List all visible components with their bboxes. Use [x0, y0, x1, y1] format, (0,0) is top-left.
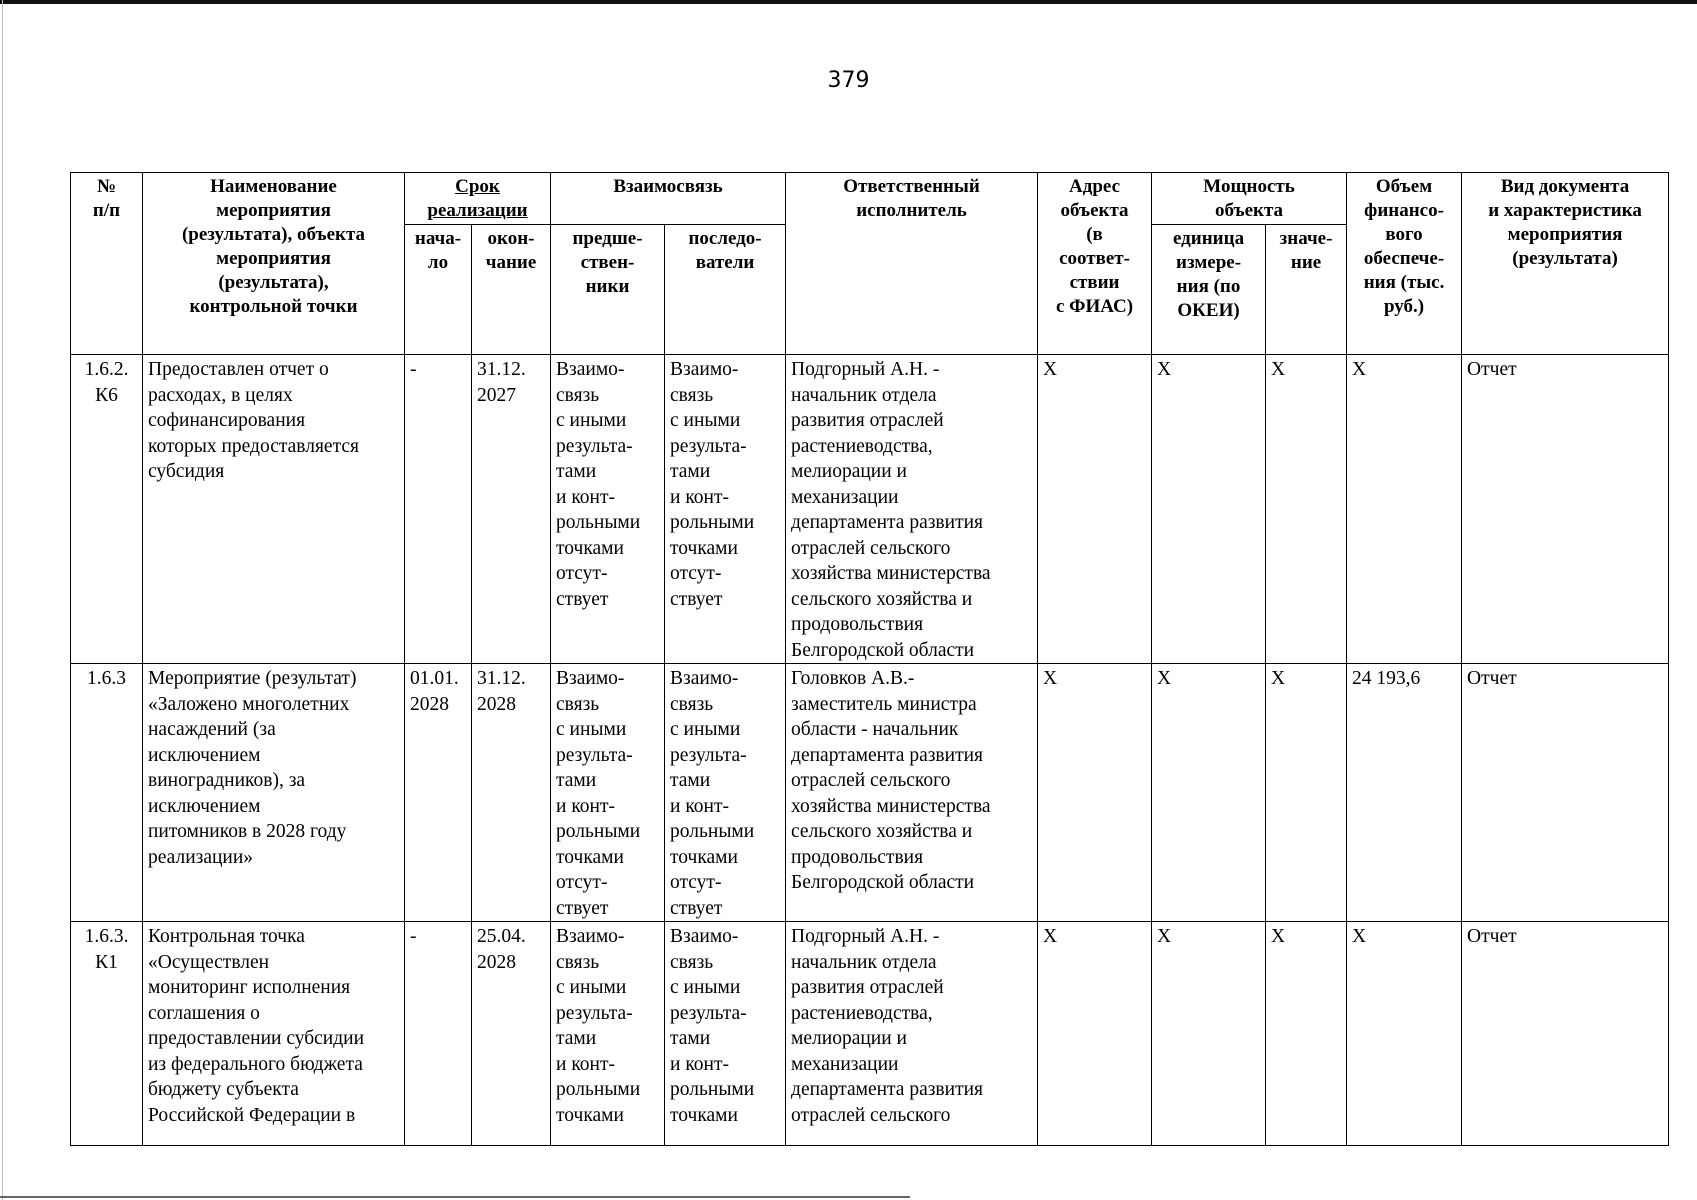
cell-address: X — [1038, 664, 1152, 922]
cell-start: - — [405, 922, 472, 1146]
header-address: Адрес объекта (в соответ- ствии с ФИАС) — [1038, 173, 1152, 355]
header-term-label: Срок реализации — [427, 176, 528, 221]
cell-name: Мероприятие (результат) «Заложено многолетних насаждений (за исключением виноградников), за исключением питомников в 2028 году реализации» — [143, 664, 405, 922]
page-number: 379 — [827, 68, 870, 93]
cell-address: X — [1038, 355, 1152, 664]
cell-doc: Отчет — [1462, 922, 1669, 1146]
cell-name: Контрольная точка «Осуществлен мониторинг исполнения соглашения о предоставлении субсидии из федерального бюджета бюджету субъекта Российской Федерации в — [143, 922, 405, 1146]
cell-num: 1.6.2. К6 — [71, 355, 143, 664]
cell-unit: X — [1152, 664, 1266, 922]
header-capacity-unit: единица измере- ния (по ОКЕИ) — [1152, 225, 1266, 355]
table-row — [71, 355, 1669, 664]
header-term — [405, 173, 551, 225]
cell-prev: Взаимо- связь с иными результа- тами и конт- рольными точками — [551, 922, 665, 1146]
cell-name: Предоставлен отчет о расходах, в целях софинансирования которых предоставляется субсидия — [143, 355, 405, 664]
cell-end: 31.12. 2027 — [472, 355, 551, 664]
cell-value: X — [1266, 355, 1347, 664]
header-capacity-value: значе- ние — [1266, 225, 1347, 355]
cell-num: 1.6.3. К1 — [71, 922, 143, 1146]
cell-value: X — [1266, 664, 1347, 922]
header-funding: Объем финансо- вого обеспече- ния (тыс. руб.) — [1347, 173, 1462, 355]
top-edge-rule — [0, 0, 1697, 4]
cell-funding: X — [1347, 355, 1462, 664]
cell-executor: Подгорный А.Н. - начальник отдела развития отраслей растениеводства, мелиорации и механизации департамента развития отраслей сельского — [786, 922, 1038, 1146]
cell-funding: X — [1347, 922, 1462, 1146]
cell-value: X — [1266, 922, 1347, 1146]
header-num: № п/п — [71, 173, 143, 355]
header-executor: Ответственный исполнитель — [786, 173, 1038, 355]
plan-table — [70, 172, 1669, 1146]
header-name: Наименование мероприятия (результата), объекта мероприятия (результата), контрольной точки — [143, 173, 405, 355]
cell-prev: Взаимо- связь с иными результа- тами и конт- рольными точками отсут- ствует — [551, 355, 665, 664]
header-link: Взаимосвязь — [551, 173, 786, 225]
cell-end: 25.04. 2028 — [472, 922, 551, 1146]
header-term-start: нача- ло — [405, 225, 472, 355]
cell-unit: X — [1152, 355, 1266, 664]
cell-start: 01.01. 2028 — [405, 664, 472, 922]
header-row-top — [71, 173, 1669, 225]
bottom-edge-rule — [0, 1196, 910, 1198]
cell-start: - — [405, 355, 472, 664]
cell-executor: Подгорный А.Н. - начальник отдела развития отраслей растениеводства, мелиорации и механизации департамента развития отраслей сельского хозяйства министерства сельского хозяйства и продовольствия Белгородской области — [786, 355, 1038, 664]
header-term-end: окон- чание — [472, 225, 551, 355]
cell-end: 31.12. 2028 — [472, 664, 551, 922]
cell-doc: Отчет — [1462, 664, 1669, 922]
cell-next: Взаимо- связь с иными результа- тами и конт- рольными точками отсут- ствует — [665, 664, 786, 922]
cell-next: Взаимо- связь с иными результа- тами и конт- рольными точками отсут- ствует — [665, 355, 786, 664]
table-row — [71, 922, 1669, 1146]
cell-next: Взаимо- связь с иными результа- тами и конт- рольными точками — [665, 922, 786, 1146]
cell-address: X — [1038, 922, 1152, 1146]
header-link-next: последо- ватели — [665, 225, 786, 355]
header-capacity: Мощность объекта — [1152, 173, 1347, 225]
table-row — [71, 664, 1669, 922]
cell-executor: Головков А.В.- заместитель министра области - начальник департамента развития отраслей сельского хозяйства министерства сельского хозяйства и продовольствия Белгородской области — [786, 664, 1038, 922]
cell-funding: 24 193,6 — [1347, 664, 1462, 922]
cell-unit: X — [1152, 922, 1266, 1146]
header-doc: Вид документа и характеристика мероприятия (результата) — [1462, 173, 1669, 355]
header-link-prev: предше- ствен- ники — [551, 225, 665, 355]
cell-num: 1.6.3 — [71, 664, 143, 922]
left-edge-rule — [2, 0, 3, 1200]
cell-prev: Взаимо- связь с иными результа- тами и конт- рольными точками отсут- ствует — [551, 664, 665, 922]
cell-doc: Отчет — [1462, 355, 1669, 664]
